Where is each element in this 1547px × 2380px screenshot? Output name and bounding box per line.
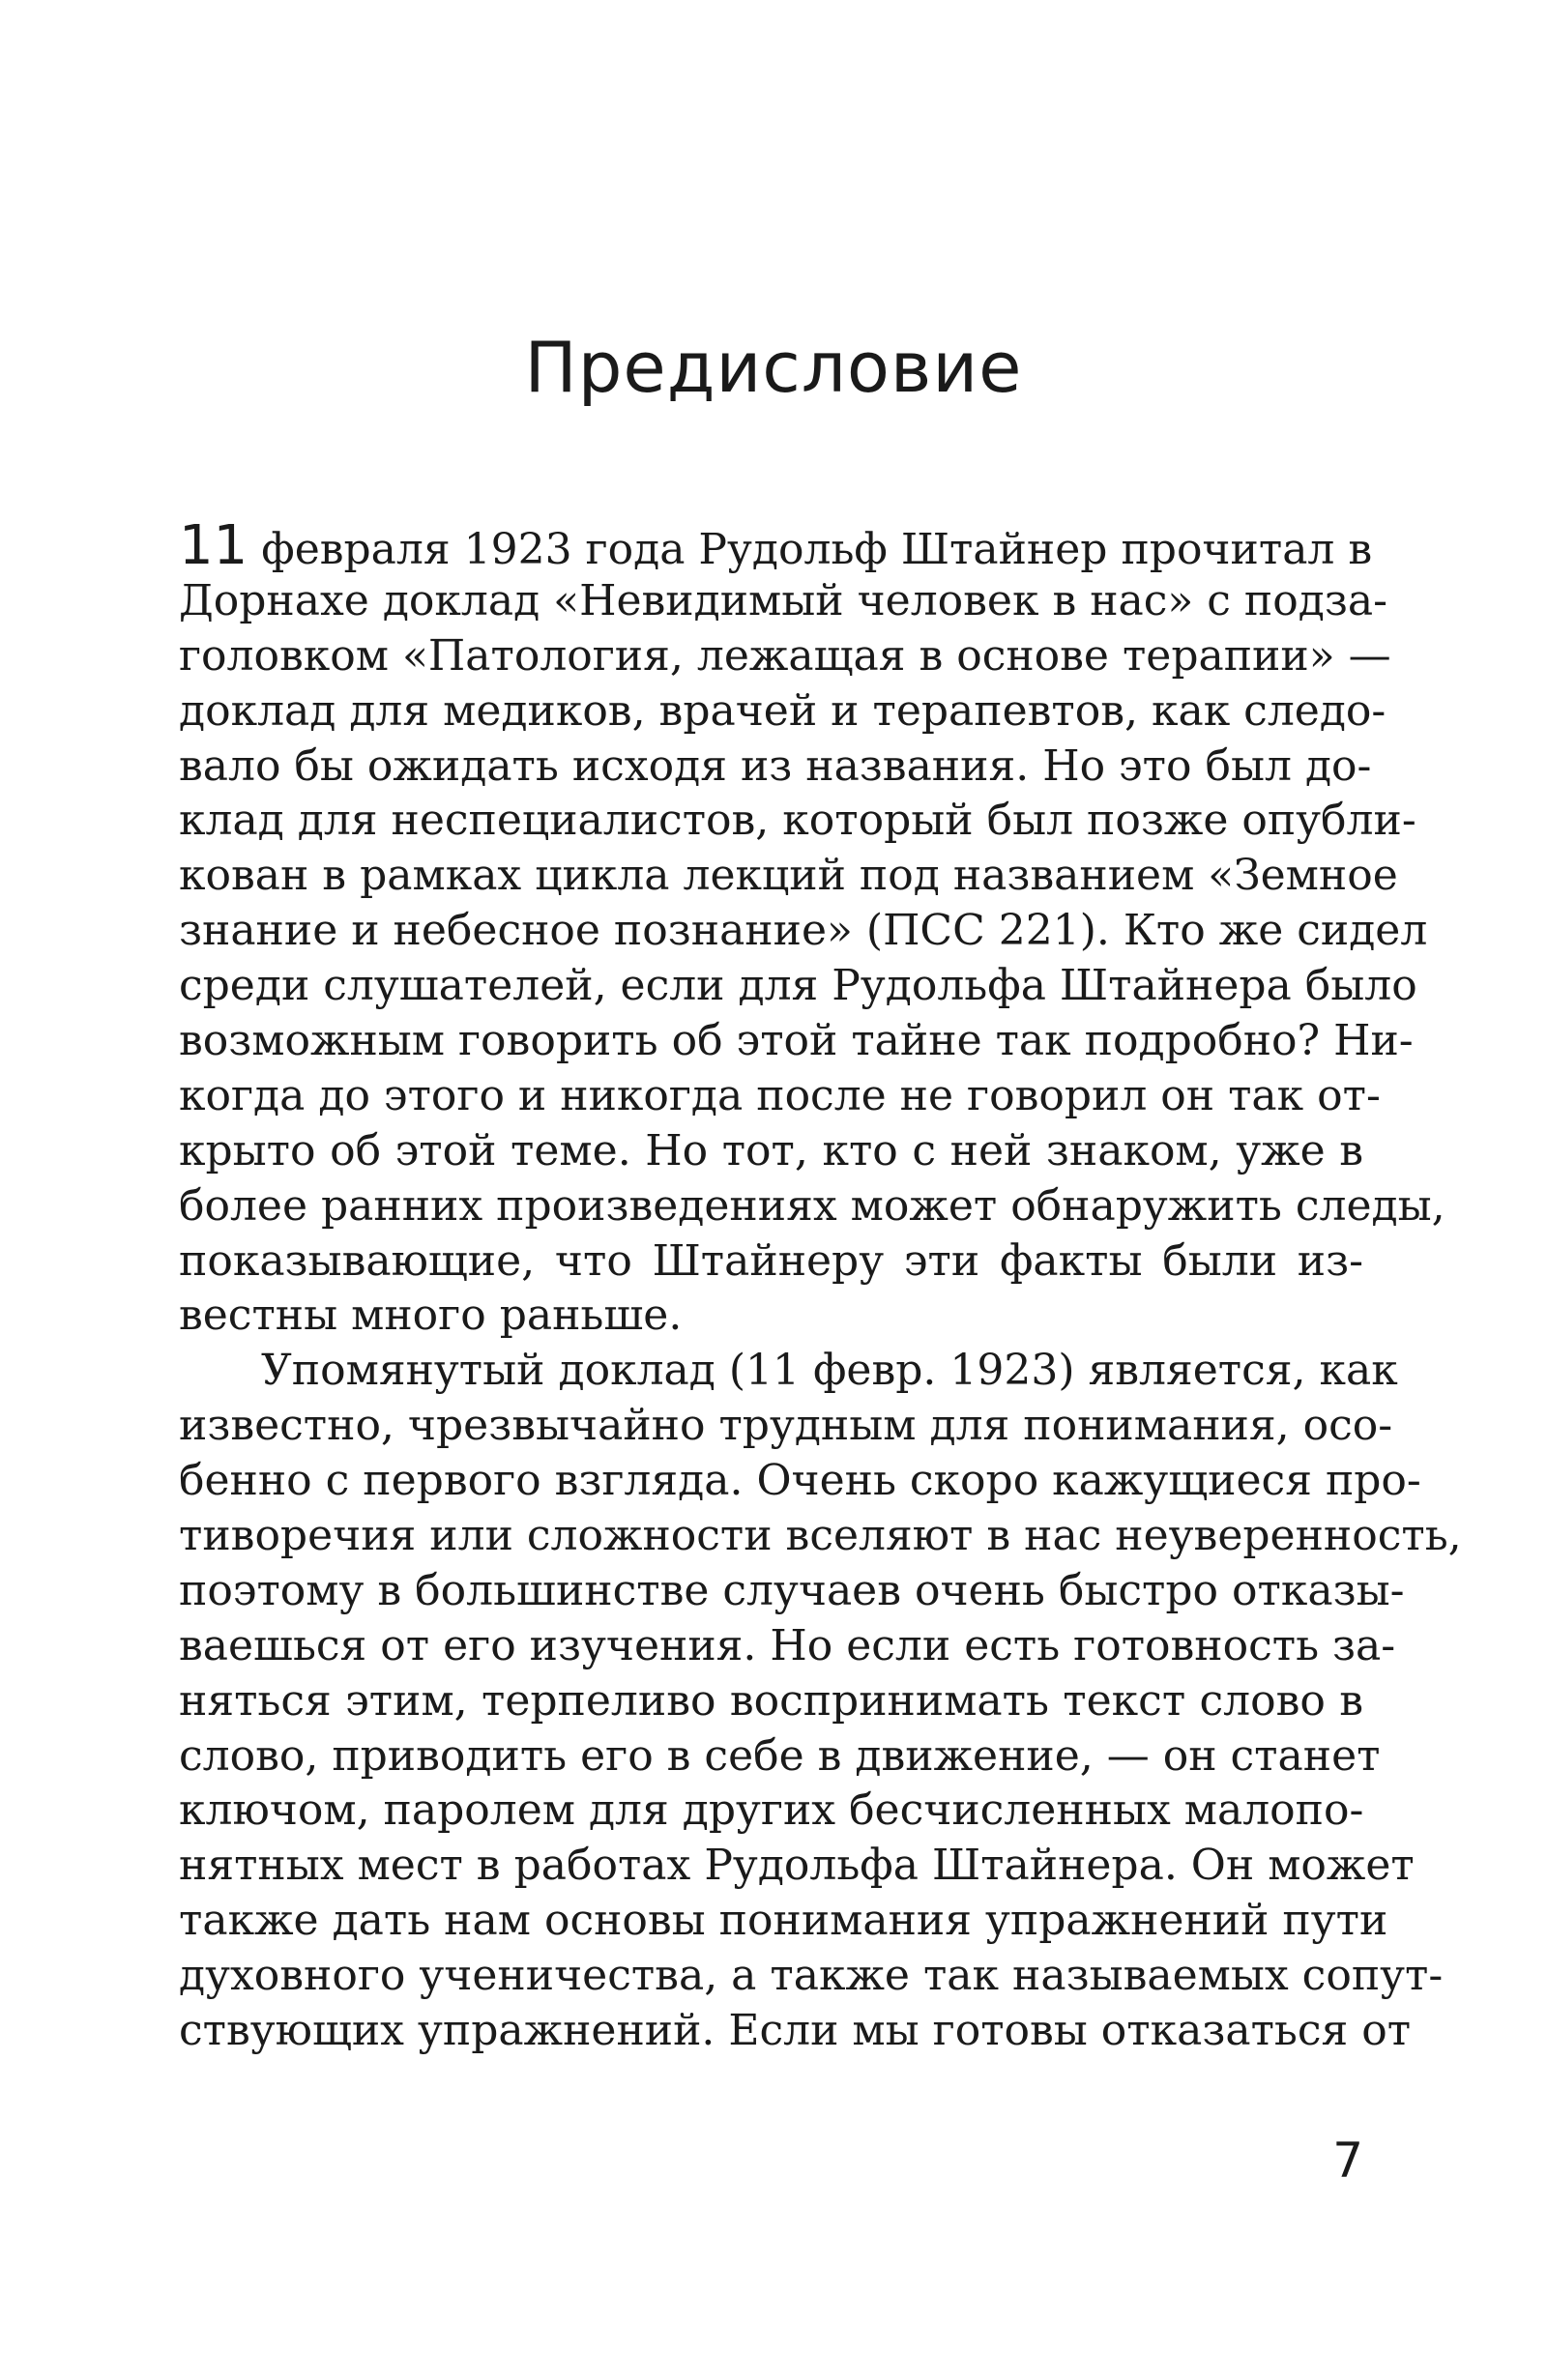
paragraph-1-line: более ранних произведениях может обнаружить следы, — [179, 1180, 1445, 1231]
paragraph-1-line: Дорнахе доклад «Невидимый человек в нас» с подза- — [179, 575, 1387, 625]
body-text — [179, 514, 1462, 2059]
page-number: 7 — [1332, 2133, 1363, 2189]
paragraph-2-line: бенно с первого взгляда. Очень скоро кажущиеся про- — [179, 1456, 1421, 1506]
paragraph-2-line: няться этим, терпеливо воспринимать текст слово в — [179, 1675, 1363, 1726]
paragraph-2-line: нятных мест в работах Рудольфа Штайнера. Он может — [179, 1841, 1415, 1891]
paragraph-2-line: также дать нам основы понимания упражнений пути — [179, 1896, 1388, 1946]
paragraph-1-line: клад для неспециалистов, который был позже опубли- — [179, 796, 1416, 846]
paragraph-1-line: возможным говорить об этой тайне так подробно? Ни- — [179, 1016, 1414, 1066]
paragraph-2-line: ваешься от его изучения. Но если есть готовность за- — [179, 1620, 1396, 1670]
paragraph-1-line: головком «Патология, лежащая в основе терапии» — — [179, 630, 1391, 681]
paragraph-1-line: показывающие, что Штайнеру эти факты были из- — [179, 1235, 1363, 1286]
paragraph-1-line: кован в рамках цикла лекций под названием «Земное — [179, 851, 1398, 901]
paragraph-1-line: крыто об этой теме. Но тот, кто с ней знаком, уже в — [179, 1125, 1363, 1175]
paragraph-1-line: когда до этого и никогда после не говорил он так от- — [179, 1070, 1381, 1120]
paragraph-1-line: вало бы ожидать исходя из названия. Но это был до- — [179, 740, 1372, 791]
paragraph-2-line: ключом, паролем для других бесчисленных малопо- — [179, 1785, 1364, 1836]
paragraph-1-line: вестны много раньше. — [179, 1291, 683, 1341]
paragraph-1-line: доклад для медиков, врачей и терапевтов, как следо- — [179, 685, 1386, 736]
paragraph-2-line: слово, приводить его в себе в движение, — он станет — [179, 1730, 1381, 1781]
paragraph-2-line: Упомянутый доклад (11 февр. 1923) является, как — [261, 1346, 1398, 1396]
page-title: Предисловие — [524, 327, 1023, 408]
paragraph-2-line: тиворечия или сложности вселяют в нас неуверенность, — [179, 1511, 1462, 1561]
paragraph-1-line: знание и небесное познание» (ПСС 221). Кто же сидел — [179, 906, 1428, 956]
paragraph-2-line: известно, чрезвычайно трудным для понимания, осо- — [179, 1401, 1393, 1451]
paragraph-2-line: духовного ученичества, а также так называемых сопут- — [179, 1951, 1444, 2001]
paragraph-2-line: поэтому в большинстве случаев очень быстро отказы- — [179, 1565, 1405, 1615]
lead-number: 11 — [179, 514, 248, 577]
paragraph-1-line: среди слушателей, если для Рудольфа Штайнера было — [179, 961, 1417, 1011]
paragraph-1-line: 11 февраля 1923 года Рудольф Штайнер прочитал в — [179, 514, 1373, 577]
paragraph-2-line: ствующих упражнений. Если мы готовы отказаться от — [179, 2006, 1412, 2056]
